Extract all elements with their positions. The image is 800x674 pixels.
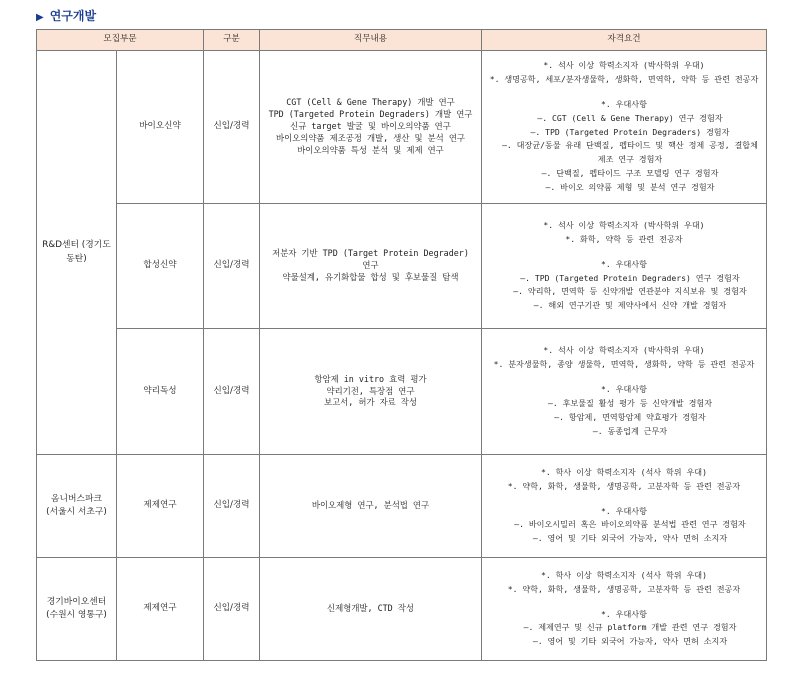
req-cell bbox=[482, 455, 767, 558]
pref-line: –. 단백질, 펩타이드 구조 모델링 연구 경험자 bbox=[541, 168, 719, 179]
pref-line: –. 영어 및 기타 외국어 가능자, 약사 면허 소지자 bbox=[532, 636, 728, 647]
pref-title: *. 우대사항 bbox=[601, 258, 647, 269]
type-cell: 신입/경력 bbox=[204, 51, 260, 204]
job-line: 항암제 in vitro 효력 평가 bbox=[314, 373, 427, 384]
job-line: 저분자 기반 TPD (Target Protein Degrader) 연구 bbox=[272, 248, 469, 271]
dept-cell: 경기바이오센터 (수원시 영통구) bbox=[37, 558, 117, 661]
dept-label: R&D센터 (경기도 동탄) bbox=[42, 240, 111, 264]
header-type: 구분 bbox=[204, 30, 260, 51]
req-cell bbox=[482, 329, 767, 455]
job-cell bbox=[260, 51, 482, 204]
job-line: 약리기전, 특장점 연구 bbox=[326, 385, 415, 396]
sub-dept-cell: 제제연구 bbox=[117, 455, 204, 558]
table-row bbox=[37, 329, 767, 455]
req-line: *. 석사 이상 학력소지자 (박사학위 우대) bbox=[543, 345, 705, 356]
table-row bbox=[37, 204, 767, 329]
job-line: 신규 target 발굴 및 바이오의약품 연구 bbox=[290, 121, 451, 132]
job-cell bbox=[260, 455, 482, 558]
pref-title: *. 우대사항 bbox=[601, 384, 647, 395]
triangle-marker-icon: ▶ bbox=[36, 12, 44, 23]
req-line: *. 학사 이상 학력소지자 (석사 학위 우대) bbox=[540, 466, 707, 477]
req-line: *. 석사 이상 학력소지자 (박사학위 우대) bbox=[543, 219, 705, 230]
sub-dept-cell: 제제연구 bbox=[117, 558, 204, 661]
pref-line: –. 바이오 의약품 제형 및 분석 연구 경험자 bbox=[545, 182, 715, 193]
type-cell: 신입/경력 bbox=[204, 329, 260, 455]
header-dept: 모집부문 bbox=[37, 30, 204, 51]
type-cell: 신입/경력 bbox=[204, 558, 260, 661]
req-line: *. 학사 이상 학력소지자 (석사 학위 우대) bbox=[540, 569, 707, 580]
type-cell: 신입/경력 bbox=[204, 455, 260, 558]
section-title-text: 연구개발 bbox=[49, 9, 97, 23]
sub-dept-cell: 약리독성 bbox=[117, 329, 204, 455]
header-req: 자격요건 bbox=[482, 30, 767, 51]
pref-title: *. 우대사항 bbox=[601, 98, 647, 109]
job-line: 바이오의약품 제조공정 개발, 생산 및 분석 연구 bbox=[275, 132, 465, 143]
req-cell bbox=[482, 558, 767, 661]
table-row bbox=[37, 51, 767, 204]
req-line: *. 화학, 약학 등 관련 전공자 bbox=[565, 233, 683, 244]
pref-line: –. 약리학, 면역학 등 신약개발 연관분야 지식보유 및 경험자 bbox=[513, 286, 747, 297]
pref-line: –. 영어 및 기타 외국어 가능자, 약사 면허 소지자 bbox=[532, 533, 728, 544]
pref-line: –. 제제연구 및 신규 platform 개발 관련 연구 경험자 bbox=[523, 622, 737, 633]
req-line: *. 석사 이상 학력소지자 (박사학위 우대) bbox=[543, 59, 705, 70]
pref-title: *. 우대사항 bbox=[601, 608, 647, 619]
req-line: *. 분자생물학, 종양 생물학, 면역학, 생화학, 약학 등 관련 전공자 bbox=[493, 359, 755, 370]
pref-line: –. 항암제, 면역항암제 약효평가 경험자 bbox=[554, 411, 706, 422]
header-job: 직무내용 bbox=[260, 30, 482, 51]
pref-title: *. 우대사항 bbox=[601, 505, 647, 516]
type-cell: 신입/경력 bbox=[204, 204, 260, 329]
pref-line: –. 후보물질 활성 평가 등 신약개발 경험자 bbox=[547, 398, 713, 408]
table-row bbox=[37, 558, 767, 661]
job-cell bbox=[260, 204, 482, 329]
job-line: 약물설계, 유기화합물 합성 및 후보물질 탐색 bbox=[282, 271, 459, 282]
job-line: 보고서, 허가 자료 작성 bbox=[324, 397, 417, 408]
req-line: *. 약학, 화학, 생물학, 생명공학, 고분자학 등 관련 전공자 bbox=[507, 583, 741, 594]
job-line: CGT (Cell & Gene Therapy) 개발 연구 bbox=[286, 97, 455, 108]
req-line: *. 약학, 화학, 생물학, 생명공학, 고분자학 등 관련 전공자 bbox=[507, 480, 741, 491]
dept-cell bbox=[37, 51, 117, 455]
pref-line: –. 동종업계 근무자 bbox=[592, 425, 668, 436]
dept-cell: 옴니버스파크 (서울시 서초구) bbox=[37, 455, 117, 558]
pref-line: –. CGT (Cell & Gene Therapy) 연구 경험자 bbox=[537, 112, 723, 123]
table-row bbox=[37, 455, 767, 558]
req-cell bbox=[482, 204, 767, 329]
sub-dept-cell: 바이오신약 bbox=[117, 51, 204, 204]
sub-dept-cell: 합성신약 bbox=[117, 204, 204, 329]
job-cell bbox=[260, 558, 482, 661]
table-header-row bbox=[37, 30, 767, 51]
pref-line: –. 해외 연구기관 및 제약사에서 신약 개발 경험자 bbox=[533, 300, 727, 311]
job-line: 신제형개발, CTD 작성 bbox=[327, 603, 414, 614]
job-line: 바이오의약품 특성 분석 및 제제 연구 bbox=[297, 144, 444, 155]
pref-line: –. TPD (Targeted Protein Degraders) 경험자 bbox=[530, 126, 730, 137]
pref-line: –. 바이오시밀러 혹은 바이오의약품 분석법 관련 연구 경험자 bbox=[514, 519, 746, 530]
req-line: *. 생명공학, 세포/분자생물학, 생화학, 면역학, 약학 등 관련 전공자 bbox=[489, 73, 759, 84]
section-title bbox=[36, 6, 96, 26]
pref-line: –. TPD (Targeted Protein Degraders) 연구 경험자 bbox=[520, 272, 740, 283]
job-line: 바이오제형 연구, 분석법 연구 bbox=[311, 500, 430, 511]
pref-line: –. 대장균/동물 유래 단백질, 펩타이드 및 핵산 정제 공정, 결합체 제조 연구 경험자 bbox=[502, 140, 758, 165]
req-cell bbox=[482, 51, 767, 204]
job-cell bbox=[260, 329, 482, 455]
recruitment-table bbox=[36, 29, 767, 661]
job-line: TPD (Targeted Protein Degraders) 개발 연구 bbox=[268, 109, 473, 120]
